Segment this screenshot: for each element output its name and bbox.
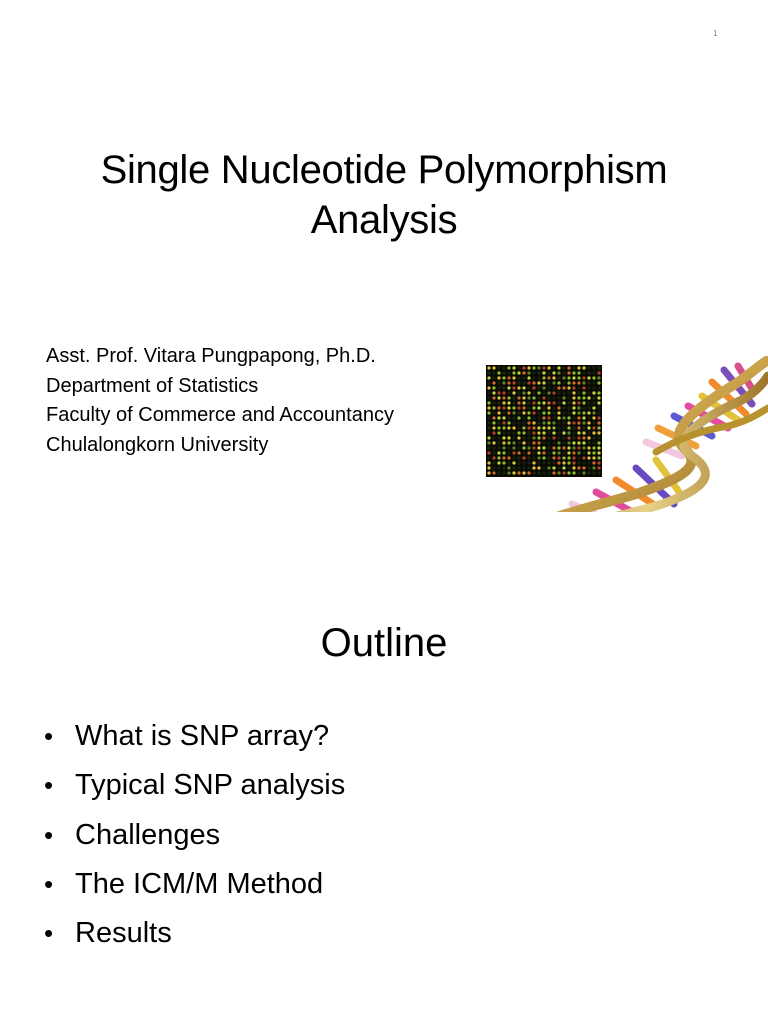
microarray-spot — [497, 426, 500, 429]
bullet-icon: • — [44, 819, 54, 850]
microarray-spot — [492, 431, 495, 434]
microarray-spot — [492, 381, 495, 384]
microarray-spot — [487, 466, 490, 469]
outline-title: Outline — [320, 621, 448, 665]
microarray-spot — [492, 406, 495, 409]
microarray-spot — [497, 406, 500, 409]
microarray-spot — [492, 426, 495, 429]
microarray-spot — [497, 396, 500, 399]
microarray-spot — [487, 426, 490, 429]
microarray-spot — [497, 381, 500, 384]
microarray-spot — [492, 456, 495, 459]
microarray-spot — [487, 451, 490, 454]
microarray-spot — [487, 386, 490, 389]
bullet-text: What is SNP array? — [75, 720, 330, 752]
bullet-icon: • — [44, 918, 54, 949]
microarray-spot — [487, 446, 490, 449]
dna-helix-image — [506, 356, 768, 538]
bullet-text: Typical SNP analysis — [75, 769, 346, 802]
microarray-spot — [497, 401, 500, 404]
bullet-text: Results — [75, 917, 172, 950]
microarray-spot — [487, 416, 490, 419]
microarray-spot — [492, 371, 495, 374]
microarray-spot — [487, 406, 490, 409]
microarray-spot — [497, 471, 500, 474]
slide-outline — [0, 512, 768, 1024]
microarray-spot — [487, 456, 490, 459]
microarray-spot — [497, 371, 500, 374]
microarray-spot — [497, 421, 500, 424]
microarray-spot — [492, 366, 495, 369]
microarray-spot — [497, 441, 500, 444]
microarray-spot — [487, 436, 490, 439]
microarray-spot — [497, 466, 500, 469]
microarray-spot — [497, 451, 500, 454]
microarray-spot — [487, 461, 490, 464]
microarray-spot — [492, 411, 495, 414]
microarray-spot — [492, 451, 495, 454]
author-block — [46, 342, 394, 460]
list-item — [44, 712, 345, 761]
microarray-spot — [492, 471, 495, 474]
slide-title-heading — [0, 145, 768, 245]
microarray-spot — [487, 401, 490, 404]
microarray-spot — [497, 446, 500, 449]
microarray-spot — [492, 441, 495, 444]
bullet-icon: • — [44, 721, 54, 751]
microarray-spot — [492, 446, 495, 449]
microarray-spot — [497, 431, 500, 434]
microarray-spot — [492, 386, 495, 389]
microarray-spot — [492, 391, 495, 394]
microarray-spot — [497, 391, 500, 394]
bullet-text: Challenges — [75, 818, 221, 851]
microarray-spot — [492, 416, 495, 419]
author-name: Asst. Prof. Vitara Pungpapong, Ph.D. — [46, 345, 376, 367]
author-faculty: Faculty of Commerce and Accountancy — [46, 404, 394, 426]
microarray-spot — [487, 371, 490, 374]
microarray-spot — [492, 376, 495, 379]
page-number: 1 — [713, 29, 718, 38]
microarray-spot — [497, 411, 500, 414]
microarray-spot — [497, 386, 500, 389]
author-university: Chulalongkorn University — [46, 433, 269, 456]
list-item — [44, 860, 345, 909]
list-item — [44, 761, 345, 810]
title-line-2: Analysis — [310, 198, 458, 242]
author-department: Department of Statistics — [46, 374, 259, 397]
microarray-spot — [487, 396, 490, 399]
microarray-spot — [492, 401, 495, 404]
microarray-spot — [487, 471, 490, 474]
microarray-spot — [492, 436, 495, 439]
outline-list — [44, 712, 345, 958]
microarray-spot — [492, 461, 495, 464]
list-item — [44, 909, 345, 958]
title-line-1: Single Nucleotide Polymorphism — [100, 148, 668, 192]
microarray-spot — [487, 421, 490, 424]
list-item — [44, 811, 345, 860]
microarray-spot — [492, 466, 495, 469]
microarray-spot — [497, 416, 500, 419]
microarray-spot — [487, 391, 490, 394]
microarray-spot — [497, 461, 500, 464]
bullet-icon: • — [44, 770, 54, 801]
microarray-spot — [487, 366, 490, 369]
bullet-text: The ICM/M Method — [75, 867, 324, 900]
microarray-spot — [487, 411, 490, 414]
microarray-spot — [487, 376, 490, 379]
microarray-spot — [497, 366, 500, 369]
microarray-spot — [487, 431, 490, 434]
microarray-spot — [492, 396, 495, 399]
microarray-spot — [497, 436, 500, 439]
microarray-spot — [487, 441, 490, 444]
microarray-spot — [492, 421, 495, 424]
bullet-icon: • — [44, 868, 54, 899]
microarray-spot — [497, 456, 500, 459]
microarray-spot — [487, 381, 490, 384]
microarray-spot — [497, 376, 500, 379]
